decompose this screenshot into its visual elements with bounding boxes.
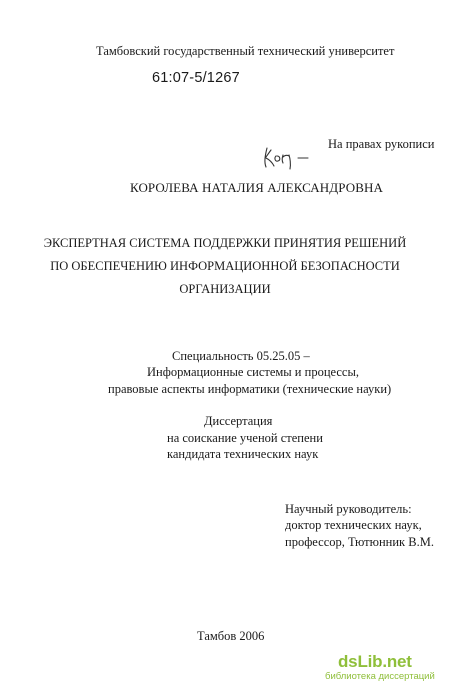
- supervisor-line: доктор технических наук,: [285, 518, 422, 532]
- title-line: ПО ОБЕСПЕЧЕНИЮ ИНФОРМАЦИОННОЙ БЕЗОПАСНОСТИ: [50, 259, 400, 273]
- handwritten-signature: [262, 142, 322, 170]
- watermark-logo[interactable]: dsLib.net: [338, 652, 412, 671]
- watermark[interactable]: [325, 652, 446, 683]
- supervisor-line: профессор, Тютюнник В.М.: [285, 535, 434, 549]
- degree-line: на соискание ученой степени: [167, 431, 323, 445]
- supervisor-line: Научный руководитель:: [285, 502, 412, 516]
- author-name: КОРОЛЕВА НАТАЛИЯ АЛЕКСАНДРОВНА: [130, 180, 383, 195]
- specialty-line: правовые аспекты информатики (технические науки): [108, 382, 392, 396]
- degree-line: кандидата технических наук: [167, 447, 319, 461]
- specialty-line: Информационные системы и процессы,: [147, 365, 359, 379]
- watermark-subtitle: библиотека диссертаций: [325, 671, 435, 682]
- title-line: ЭКСПЕРТНАЯ СИСТЕМА ПОДДЕРЖКИ ПРИНЯТИЯ РЕШЕНИЙ: [43, 236, 407, 250]
- university-name: Тамбовский государственный технический университет: [96, 44, 395, 58]
- title-line: ОРГАНИЗАЦИИ: [179, 282, 271, 296]
- place-year: Тамбов 2006: [197, 629, 265, 643]
- rights-note: На правах рукописи: [328, 137, 435, 151]
- specialty-line: Специальность 05.25.05 –: [172, 349, 310, 363]
- degree-line: Диссертация: [204, 414, 273, 428]
- library-code: 61:07-5/1267: [152, 70, 240, 86]
